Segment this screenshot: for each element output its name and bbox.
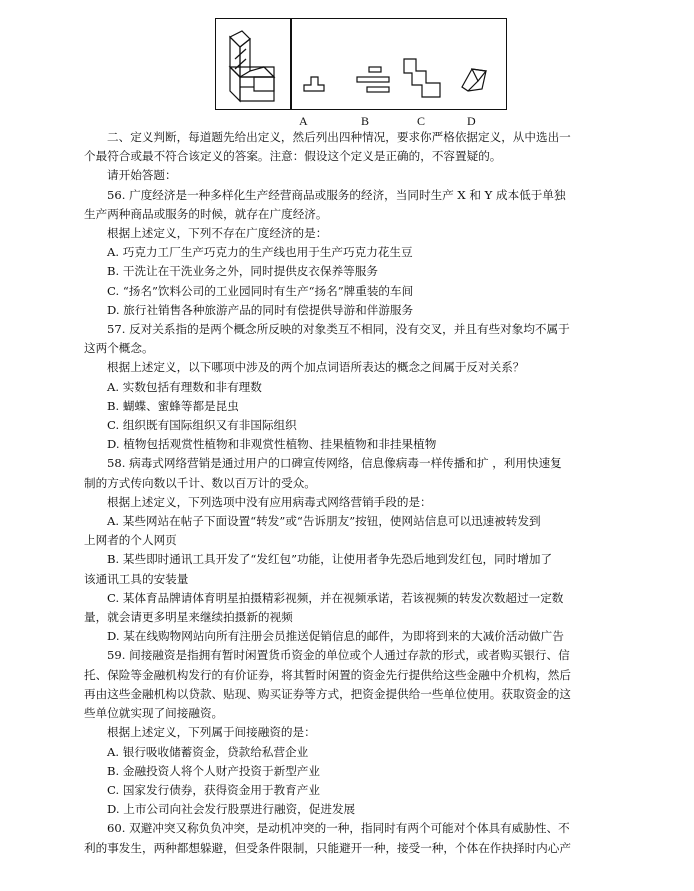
question-text-body	[84, 128, 622, 858]
text-line: 根据上述定义，下列不存在广度经济的是：	[107, 226, 328, 241]
text-line: C. 国家发行债券，获得资金用于教育产业	[107, 782, 320, 797]
text-line: 根据上述定义，以下哪项中涉及的两个加点词语所表达的概念之间属于反对关系？	[107, 360, 525, 375]
text-line: A. 实数包括有理数和非有理数	[107, 379, 262, 394]
text-line: B. 干洗让在干洗业务之外，同时提供皮衣保养等服务	[107, 264, 378, 279]
text-line: C. 组织既有国际组织又有非国际组织	[107, 418, 297, 433]
text-line: 57. 反对关系指的是两个概念所反映的对象类互不相同，没有交叉，并且有些对象均不属于	[107, 322, 570, 337]
text-line: 利的事发生，两种都想躲避，但受条件限制，只能避开一种，接受一种，个体在作抉择时内心产	[84, 840, 571, 855]
option-label-b: B	[361, 114, 370, 128]
text-line: A. 巧克力工厂生产巧克力的生产线也用于生产巧克力花生豆	[107, 245, 413, 260]
option-label-a: A	[299, 114, 308, 128]
cube-solid-figure	[216, 19, 288, 109]
text-line: 该通讯工具的安装量	[84, 571, 189, 586]
text-line: 请开始答题：	[107, 168, 177, 183]
option-label-d: D	[467, 114, 476, 128]
text-line: C. 某体育品牌请体育明星拍摄精彩视频，并在视频承诺，若该视频的转发次数超过一定数	[107, 590, 564, 605]
text-line: 托、保险等金融机构发行的有价证券，将其暂时闲置的资金先行提供给这些金融中介机构，然后	[84, 667, 571, 682]
text-line: 二、定义判断，每道题先给出定义，然后列出四种情况，要求你严格依据定义，从中选出一	[107, 130, 571, 144]
text-line: 59. 间接融资是指拥有暂时闲置货币资金的单位或个人通过存款的形式，或者购买银行、信	[107, 648, 570, 663]
text-line: B. 金融投资人将个人财产投资于新型产业	[107, 763, 320, 778]
text-line: 量，就会请更多明星来继续拍摄新的视频	[84, 610, 293, 625]
text-line: A. 某些网站在帖子下面设置“转发”或“告诉朋友”按钮，使网站信息可以迅速被转发到	[107, 514, 541, 529]
text-line: 个最符合或最不符合该定义的答案。注意：假设这个定义是正确的，不容置疑的。	[84, 149, 502, 164]
option-d-shape	[456, 61, 492, 97]
option-a-shape	[302, 67, 332, 97]
text-line: D. 植物包括观赏性植物和非观赏性植物、挂果植物和非挂果植物	[107, 437, 437, 452]
text-line: D. 旅行社销售各种旅游产品的同时有偿提供导游和伴游服务	[107, 302, 414, 317]
text-line: 再由这些金融机构以贷款、贴现、购买证券等方式，把资金提供给一些单位使用。获取资金的这	[84, 686, 571, 701]
text-line: A. 银行吸收储蓄资金，贷款给私营企业	[107, 744, 309, 759]
text-line: B. 某些即时通讯工具开发了“发红包”功能，让使用者争先恐后地到发红包，同时增加了	[107, 552, 553, 567]
option-label-c: C	[417, 114, 426, 128]
figure-divider	[290, 19, 292, 109]
text-line: 56. 广度经济是一种多样化生产经营商品或服务的经济，当同时生产 X 和 Y 成本低于单独	[107, 187, 566, 202]
text-line: D. 某在线购物网站向所有注册会员推送促销信息的邮件，为即将到来的大减价活动做广告	[107, 629, 564, 644]
text-line: 根据上述定义，下列选项中没有应用病毒式网络营销手段的是：	[107, 494, 432, 509]
option-c-shape	[400, 55, 444, 105]
text-line: B. 蝴蝶、蜜蜂等都是昆虫	[107, 398, 239, 413]
figure-reasoning-question	[215, 18, 507, 110]
text-line: 58. 病毒式网络营销是通过用户的口碑宣传网络，信息像病毒一样传播和扩 ，利用快速复	[107, 456, 562, 471]
text-line: 上网者的个人网页	[84, 533, 177, 548]
text-line: 生产两种商品或服务的时候，就存在广度经济。	[84, 206, 328, 221]
text-line: C. “扬名”饮料公司的工业园同时有生产“扬名”牌重装的车间	[107, 283, 414, 298]
text-line: D. 上市公司向社会发行股票进行融资，促进发展	[107, 802, 356, 817]
text-line: 制的方式传向数以千计、数以百万计的受众。	[84, 475, 316, 490]
text-line: 这两个概念。	[84, 341, 154, 356]
text-line: 些单位就实现了间接融资。	[84, 706, 224, 721]
text-line: 根据上述定义，下列属于间接融资的是：	[107, 725, 316, 740]
option-b-shape	[353, 63, 393, 97]
text-line: 60. 双避冲突又称负负冲突，是动机冲突的一种，指同时有两个可能对个体具有威胁性、不	[107, 821, 570, 836]
